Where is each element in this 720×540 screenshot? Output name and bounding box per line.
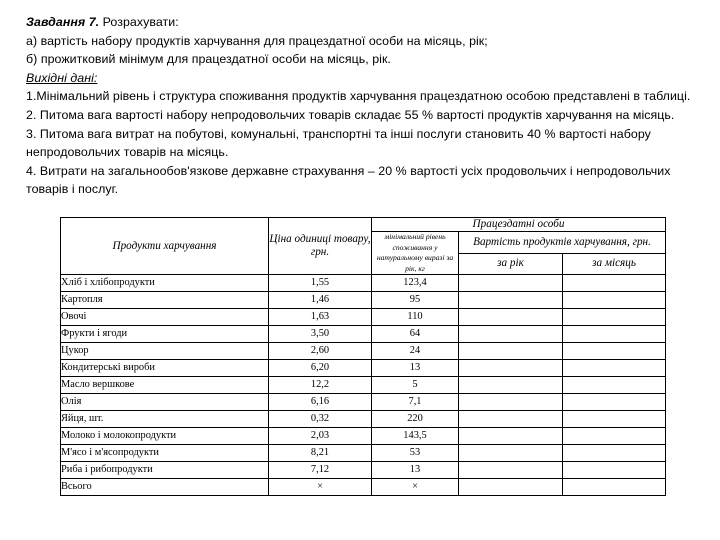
cell-cost-per-month [563, 275, 666, 292]
cell-cost-per-year [459, 411, 563, 428]
cell-cost-per-year [459, 275, 563, 292]
cell-unit-price: 1,55 [269, 275, 372, 292]
table-row [61, 394, 666, 411]
task-intro-text: Розрахувати: [99, 15, 179, 29]
cell-product-name: Риба і рибопродукти [61, 462, 269, 479]
header-cost-of-food: Вартість продуктів харчування, грн. [459, 232, 666, 254]
cell-cost-per-year [459, 462, 563, 479]
cell-unit-price: 6,20 [269, 360, 372, 377]
cell-unit-price: 2,03 [269, 428, 372, 445]
cell-cost-per-month [563, 292, 666, 309]
cell-product-name: Молоко і молокопродукти [61, 428, 269, 445]
cell-product-name: Овочі [61, 309, 269, 326]
task-number-label: Завдання 7. [26, 15, 100, 29]
cell-product-name: Всього [61, 479, 269, 496]
table-row [61, 411, 666, 428]
cell-cost-per-month [563, 428, 666, 445]
cell-product-name: Олія [61, 394, 269, 411]
initial-data-heading-text: Вихідні дані: [26, 70, 98, 85]
cell-product-name: Хліб і хлібопродукти [61, 275, 269, 292]
cell-min-level: 95 [372, 292, 459, 309]
cell-product-name: М'ясо і м'ясопродукти [61, 445, 269, 462]
table-row [61, 326, 666, 343]
initial-data-heading [26, 69, 698, 88]
condition-1: 1.Мінімальний рівень і структура споживання продуктів харчування працездатною особою представлені в таблиці. [26, 89, 691, 104]
condition-3: 3. Питома вага витрат на побутові, комунальні, транспортні та інші послуги становить 40 % вартості набору непродовольчих товарів на місяць. [26, 126, 651, 160]
cell-unit-price: 8,21 [269, 445, 372, 462]
cell-unit-price: × [269, 479, 372, 496]
header-group-able-bodied: Працездатні особи [372, 218, 666, 232]
cell-unit-price: 1,46 [269, 292, 372, 309]
table-row [61, 343, 666, 360]
cell-min-level: 110 [372, 309, 459, 326]
cell-cost-per-month [563, 326, 666, 343]
header-per-year: за рік [459, 253, 563, 275]
cell-cost-per-month [563, 445, 666, 462]
cell-cost-per-month [563, 462, 666, 479]
header-unit-price: Ціна одиниці товару, грн. [269, 218, 372, 275]
cell-cost-per-year [459, 394, 563, 411]
cell-unit-price: 2,60 [269, 343, 372, 360]
cell-product-name: Картопля [61, 292, 269, 309]
cell-unit-price: 1,63 [269, 309, 372, 326]
table-body [61, 275, 666, 496]
cell-product-name: Яйця, шт. [61, 411, 269, 428]
table-head [61, 218, 666, 275]
cell-unit-price: 6,16 [269, 394, 372, 411]
task-heading [26, 13, 698, 32]
table-header-row-1 [61, 218, 666, 232]
cell-min-level: 143,5 [372, 428, 459, 445]
cell-unit-price: 12,2 [269, 377, 372, 394]
table-row [61, 428, 666, 445]
cell-product-name: Цукор [61, 343, 269, 360]
cell-cost-per-year [459, 445, 563, 462]
consumption-table [60, 217, 666, 496]
cell-cost-per-month [563, 411, 666, 428]
header-min-level: мінімальний рівень споживання у натуральному виразі за рік, кг [372, 232, 459, 275]
cell-unit-price: 0,32 [269, 411, 372, 428]
cell-product-name: Масло вершкове [61, 377, 269, 394]
task-text-block [26, 13, 698, 199]
cell-cost-per-month [563, 343, 666, 360]
cell-min-level: 123,4 [372, 275, 459, 292]
table-row [61, 377, 666, 394]
cell-min-level: 7,1 [372, 394, 459, 411]
cell-cost-per-month [563, 479, 666, 496]
table-row [61, 309, 666, 326]
cell-min-level: 64 [372, 326, 459, 343]
condition-4: 4. Витрати на загальнообов'язкове державне страхування – 20 % вартості усіх продовольчих і непродовольчих товарів і послуг. [26, 163, 671, 197]
cell-cost-per-month [563, 309, 666, 326]
table-row [61, 479, 666, 496]
cell-cost-per-year [459, 377, 563, 394]
cell-cost-per-year [459, 326, 563, 343]
cell-cost-per-year [459, 360, 563, 377]
cell-min-level: 13 [372, 462, 459, 479]
header-per-month: за місяць [563, 253, 666, 275]
task-item-a: а) вартість набору продуктів харчування для працездатної особи на місяць, рік; [26, 33, 488, 48]
consumption-table-wrapper [60, 217, 666, 496]
cell-min-level: 13 [372, 360, 459, 377]
cell-product-name: Фрукти і ягоди [61, 326, 269, 343]
cell-product-name: Кондитерські вироби [61, 360, 269, 377]
cell-cost-per-month [563, 360, 666, 377]
cell-cost-per-year [459, 309, 563, 326]
table-row [61, 445, 666, 462]
cell-min-level: × [372, 479, 459, 496]
cell-cost-per-year [459, 292, 563, 309]
table-row [61, 275, 666, 292]
table-row [61, 360, 666, 377]
cell-min-level: 220 [372, 411, 459, 428]
table-row [61, 292, 666, 309]
cell-cost-per-year [459, 343, 563, 360]
header-products: Продукти харчування [61, 218, 269, 275]
cell-min-level: 24 [372, 343, 459, 360]
cell-unit-price: 3,50 [269, 326, 372, 343]
condition-2: 2. Питома вага вартості набору непродовольчих товарів складає 55 % вартості продуктів харчування на місяць. [26, 107, 675, 122]
cell-cost-per-year [459, 479, 563, 496]
cell-min-level: 5 [372, 377, 459, 394]
task-item-b: б) прожитковий мінімум для працездатної особи на місяць, рік. [26, 52, 391, 67]
cell-min-level: 53 [372, 445, 459, 462]
cell-cost-per-month [563, 394, 666, 411]
cell-cost-per-month [563, 377, 666, 394]
cell-unit-price: 7,12 [269, 462, 372, 479]
cell-cost-per-year [459, 428, 563, 445]
table-row [61, 462, 666, 479]
